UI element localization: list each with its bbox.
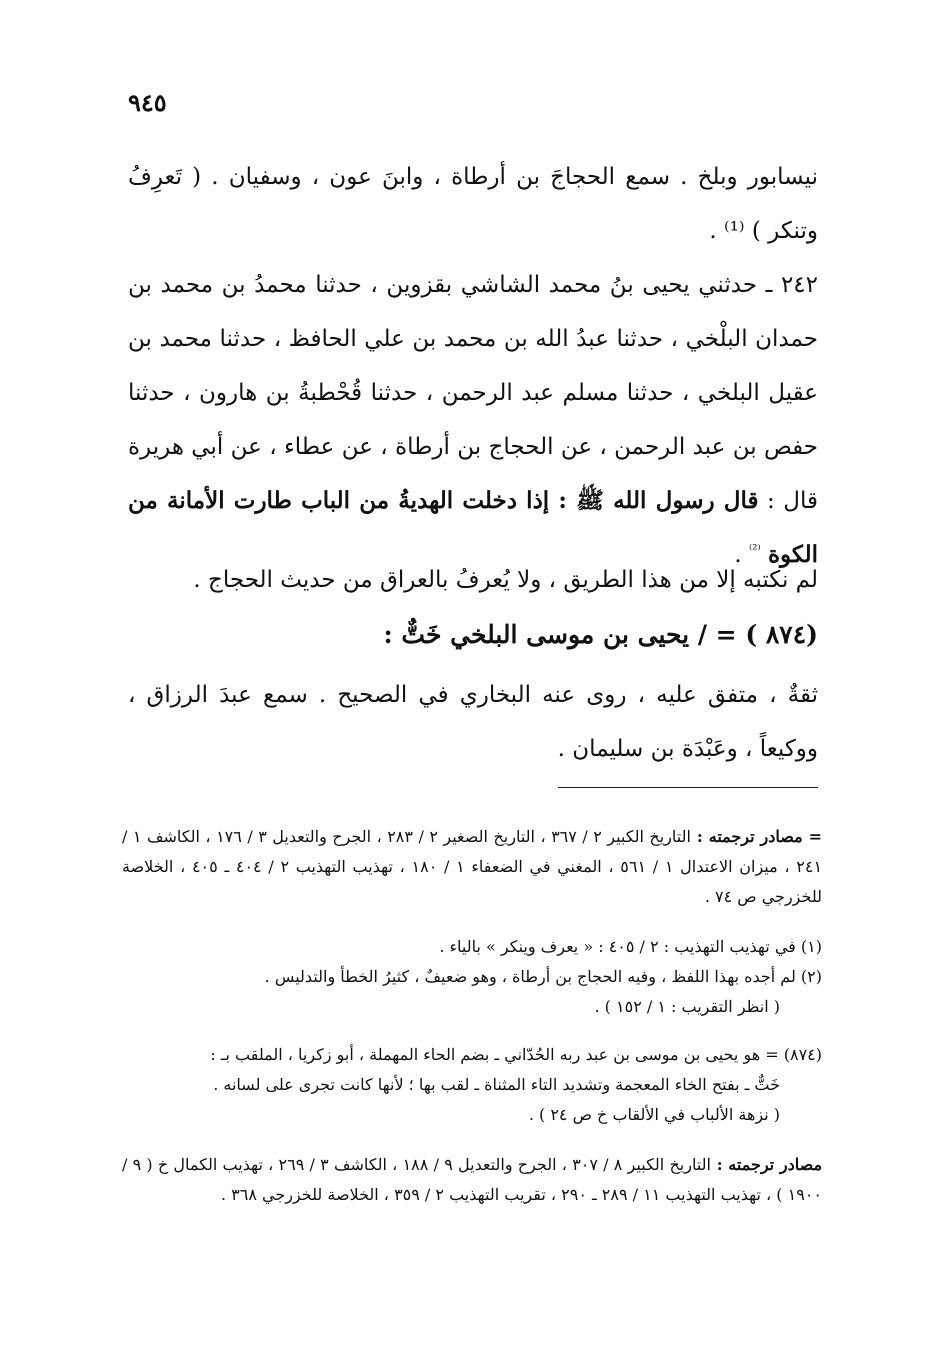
hadith-end: . <box>734 542 750 568</box>
footnote-874-line-1: (٨٧٤) = هو يحيى بن موسى بن عبد ربه الحُدّاني ـ بضم الحاء المهملة ، أبو زكريا ، الملقب بـ : <box>210 1045 822 1064</box>
footnote-874-line-3: ( نزهة الألباب في الألقاب خ ص ٢٤ ) . <box>528 1105 780 1124</box>
footnote-ref-2: ⁽²⁾ <box>749 542 761 558</box>
footnote-1: (١) في تهذيب التهذيب : ٢ / ٤٠٥ : « يعرف وينكر » بالياء . <box>439 937 822 956</box>
hadith-isnad: ٢٤٢ ـ حدثني يحيى بنُ محمد الشاشي بقزوين ، حدثنا محمدُ بن محمد بن حمدان البلْخي ، حدثنا عبدُ الله بن محمد بن علي الحافظ ، حدثنا محمد بن عقيل البلخي ، حدثنا مسلم عبد الرحمن ، حدثنا قُحْطبةُ بن هارون ، حدثنا حفص بن عبد الرحمن ، عن الحجاج بن أرطاة ، عن عطاء ، عن أبي هريرة قال : <box>128 272 818 514</box>
footnote-divider <box>558 787 818 788</box>
footnote-2-text: (٢) لم أجده بهذا اللفظ ، وفيه الحجاج بن أرطاة ، وهو ضعيفٌ ، كثيرُ الخطأ والتدليس . <box>264 967 822 986</box>
footnote-2-ref: ( انظر التقريب : ١ / ١٥٢ ) . <box>594 997 780 1016</box>
paragraph-3: لم نكتبه إلا من هذا الطريق ، ولا يُعرفُ بالعراق من حديث الحجاج . <box>193 567 818 593</box>
footnote-sources-2-label: مصادر ترجمته : <box>711 1155 823 1174</box>
hadith-matn: قال رسول الله ﷺ : إذا دخلت الهديةُ من الباب طارت الأمانة من الكوة <box>128 487 818 568</box>
footnote-sources-1 <box>122 822 822 912</box>
hadith-paragraph <box>128 258 818 582</box>
footnote-874-line-2: خَتٌّ ـ بفتح الخاء المعجمة وتشديد التاء المثناة ـ لقب بها ؛ لأنها كانت تجرى على لسانه . <box>213 1075 780 1094</box>
footnote-sources-label: = مصادر ترجمته : <box>690 827 823 846</box>
page-number: ٩٤٥ <box>128 88 167 117</box>
paragraph-4: ثقةٌ ، متفق عليه ، روى عنه البخاري في الصحيح . سمع عبدَ الرزاق ، ووكيعاً ، وعَبْدَة بن سليمان . <box>128 682 818 762</box>
paragraph-1: نيسابور وبلخ . سمع الحجاجَ بن أرطاة ، وابنَ عون ، وسفيان . ( تَعرِفُ وتنكر ) ⁽¹⁾ . <box>128 164 818 244</box>
footnote-874 <box>122 1040 822 1130</box>
footnote-sources-2 <box>122 1150 822 1210</box>
footnote-2 <box>122 962 822 1022</box>
entry-heading: (٨٧٤ ) = / يحيى بن موسى البلخي خَتٌّ : <box>383 620 818 649</box>
footnote-sources-text: التاريخ الكبير ٢ / ٣٦٧ ، التاريخ الصغير ٢ / ٢٨٣ ، الجرح والتعديل ٣ / ١٧٦ ، الكاشف ١ / ٢٤١ ، ميزان الاعتدال ١ / ٥٦١ ، المغني في الضعفاء ١ / ١٨٠ ، تهذيب التهذيب ٢ / ٤٠٤ ـ ٤٠٥ ، الخلاصة للخزرجي ص ٧٤ . <box>122 827 823 906</box>
footnote-sources-2-text: التاريخ الكبير ٨ / ٣٠٧ ، الجرح والتعديل ٩ / ١٨٨ ، الكاشف ٣ / ٢٦٩ ، تهذيب الكمال خ ( ٩ / ١٩٠٠ ) ، تهذيب التهذيب ١١ / ٢٨٩ ـ ٢٩٠ ، تقريب التهذيب ٢ / ٣٥٩ ، الخلاصة للخزرجي ٣٦٨ . <box>122 1155 822 1204</box>
